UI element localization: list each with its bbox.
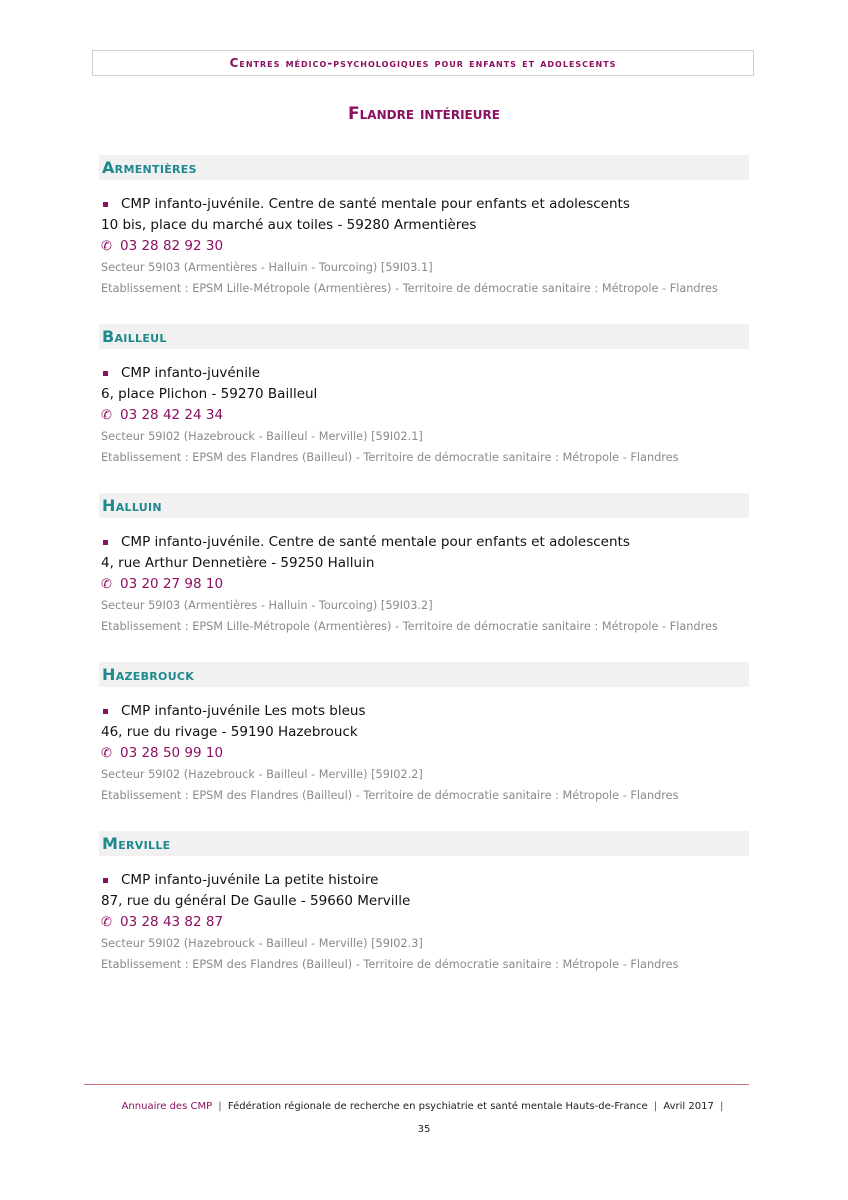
- city-name: Halluin: [102, 496, 162, 515]
- phone-icon: ✆: [101, 239, 112, 254]
- city-name: Hazebrouck: [102, 665, 195, 684]
- city-section-halluin: [99, 493, 749, 637]
- city-heading-bar: [99, 324, 749, 349]
- cmp-name-line: [101, 194, 749, 215]
- cmp-phone[interactable]: 03 28 43 82 87: [120, 914, 224, 930]
- city-section-bailleul: [99, 324, 749, 468]
- cmp-sector: Secteur 59I03 (Armentières - Halluin - Tourcoing) [59I03.1]: [101, 261, 433, 274]
- running-header: [92, 50, 754, 76]
- cmp-phone-line: [101, 574, 749, 595]
- city-section-merville: [99, 831, 749, 975]
- cmp-address: 46, rue du rivage - 59190 Hazebrouck: [101, 724, 358, 740]
- cmp-entry: [99, 194, 749, 299]
- footer-separator: |: [218, 1101, 222, 1112]
- cmp-name: CMP infanto-juvénile La petite histoire: [121, 872, 379, 888]
- cmp-establishment: Etablissement : EPSM des Flandres (Bailleul) - Territoire de démocratie sanitaire : Métropole - Flandres: [101, 958, 679, 971]
- region-title: Flandre intérieure: [348, 104, 500, 124]
- footer-organization: Fédération régionale de recherche en psychiatrie et santé mentale Hauts-de-France: [227, 1101, 648, 1112]
- footer-brand: Annuaire des CMP: [121, 1101, 213, 1112]
- cmp-sector: Secteur 59I03 (Armentières - Halluin - Tourcoing) [59I03.2]: [101, 599, 433, 612]
- cmp-sector: Secteur 59I02 (Hazebrouck - Bailleul - Merville) [59I02.2]: [101, 768, 423, 781]
- cmp-phone-line: [101, 743, 749, 764]
- cmp-sector: Secteur 59I02 (Hazebrouck - Bailleul - Merville) [59I02.1]: [101, 430, 423, 443]
- city-heading-bar: [99, 155, 749, 180]
- phone-icon: ✆: [101, 915, 112, 930]
- cmp-address: 4, rue Arthur Dennetière - 59250 Halluin: [101, 555, 375, 571]
- footer-divider: [84, 1084, 749, 1085]
- cmp-name-line: [101, 701, 749, 722]
- city-heading-bar: [99, 662, 749, 687]
- cmp-name-line: [101, 870, 749, 891]
- square-bullet-icon: [103, 371, 108, 376]
- footer-line: [0, 1101, 848, 1112]
- cmp-phone[interactable]: 03 28 50 99 10: [120, 745, 224, 761]
- cmp-name-line: [101, 363, 749, 384]
- footer-separator: |: [720, 1101, 724, 1112]
- cmp-address: 6, place Plichon - 59270 Bailleul: [101, 386, 318, 402]
- cmp-establishment: Etablissement : EPSM Lille-Métropole (Armentières) - Territoire de démocratie sanitaire : Métropole - Flandres: [101, 620, 718, 633]
- cmp-name-line: [101, 532, 749, 553]
- cmp-name: CMP infanto-juvénile. Centre de santé mentale pour enfants et adolescents: [121, 534, 630, 550]
- cmp-name: CMP infanto-juvénile: [121, 365, 261, 381]
- city-name: Armentières: [102, 158, 197, 177]
- phone-icon: ✆: [101, 577, 112, 592]
- square-bullet-icon: [103, 202, 108, 207]
- cmp-phone[interactable]: 03 20 27 98 10: [120, 576, 224, 592]
- cmp-entry: [99, 532, 749, 637]
- city-name: Merville: [102, 834, 171, 853]
- cmp-entry: [99, 870, 749, 975]
- cmp-establishment: Etablissement : EPSM Lille-Métropole (Armentières) - Territoire de démocratie sanitaire : Métropole - Flandres: [101, 282, 718, 295]
- cmp-name: CMP infanto-juvénile. Centre de santé mentale pour enfants et adolescents: [121, 196, 630, 212]
- city-section-armentieres: [99, 155, 749, 299]
- cmp-phone-line: [101, 912, 749, 933]
- cmp-phone[interactable]: 03 28 42 24 34: [120, 407, 224, 423]
- square-bullet-icon: [103, 709, 108, 714]
- cmp-phone-line: [101, 236, 749, 257]
- cmp-entry: [99, 363, 749, 468]
- cmp-phone[interactable]: 03 28 82 92 30: [120, 238, 224, 254]
- cmp-entry: [99, 701, 749, 806]
- page-number: 35: [417, 1124, 431, 1135]
- cmp-name: CMP infanto-juvénile Les mots bleus: [121, 703, 366, 719]
- city-section-hazebrouck: [99, 662, 749, 806]
- cmp-establishment: Etablissement : EPSM des Flandres (Bailleul) - Territoire de démocratie sanitaire : Métropole - Flandres: [101, 789, 679, 802]
- cmp-phone-line: [101, 405, 749, 426]
- phone-icon: ✆: [101, 408, 112, 423]
- phone-icon: ✆: [101, 746, 112, 761]
- square-bullet-icon: [103, 878, 108, 883]
- city-name: Bailleul: [102, 327, 167, 346]
- square-bullet-icon: [103, 540, 108, 545]
- cmp-establishment: Etablissement : EPSM des Flandres (Bailleul) - Territoire de démocratie sanitaire : Métropole - Flandres: [101, 451, 679, 464]
- header-title: Centres médico-psychologiques pour enfants et adolescents: [229, 56, 617, 70]
- footer-separator: |: [653, 1101, 658, 1112]
- city-heading-bar: [99, 831, 749, 856]
- footer-date: Avril 2017: [663, 1101, 714, 1112]
- cmp-address: 10 bis, place du marché aux toiles - 59280 Armentières: [101, 217, 477, 233]
- cmp-sector: Secteur 59I02 (Hazebrouck - Bailleul - Merville) [59I02.3]: [101, 937, 423, 950]
- city-heading-bar: [99, 493, 749, 518]
- cmp-address: 87, rue du général De Gaulle - 59660 Merville: [101, 893, 411, 909]
